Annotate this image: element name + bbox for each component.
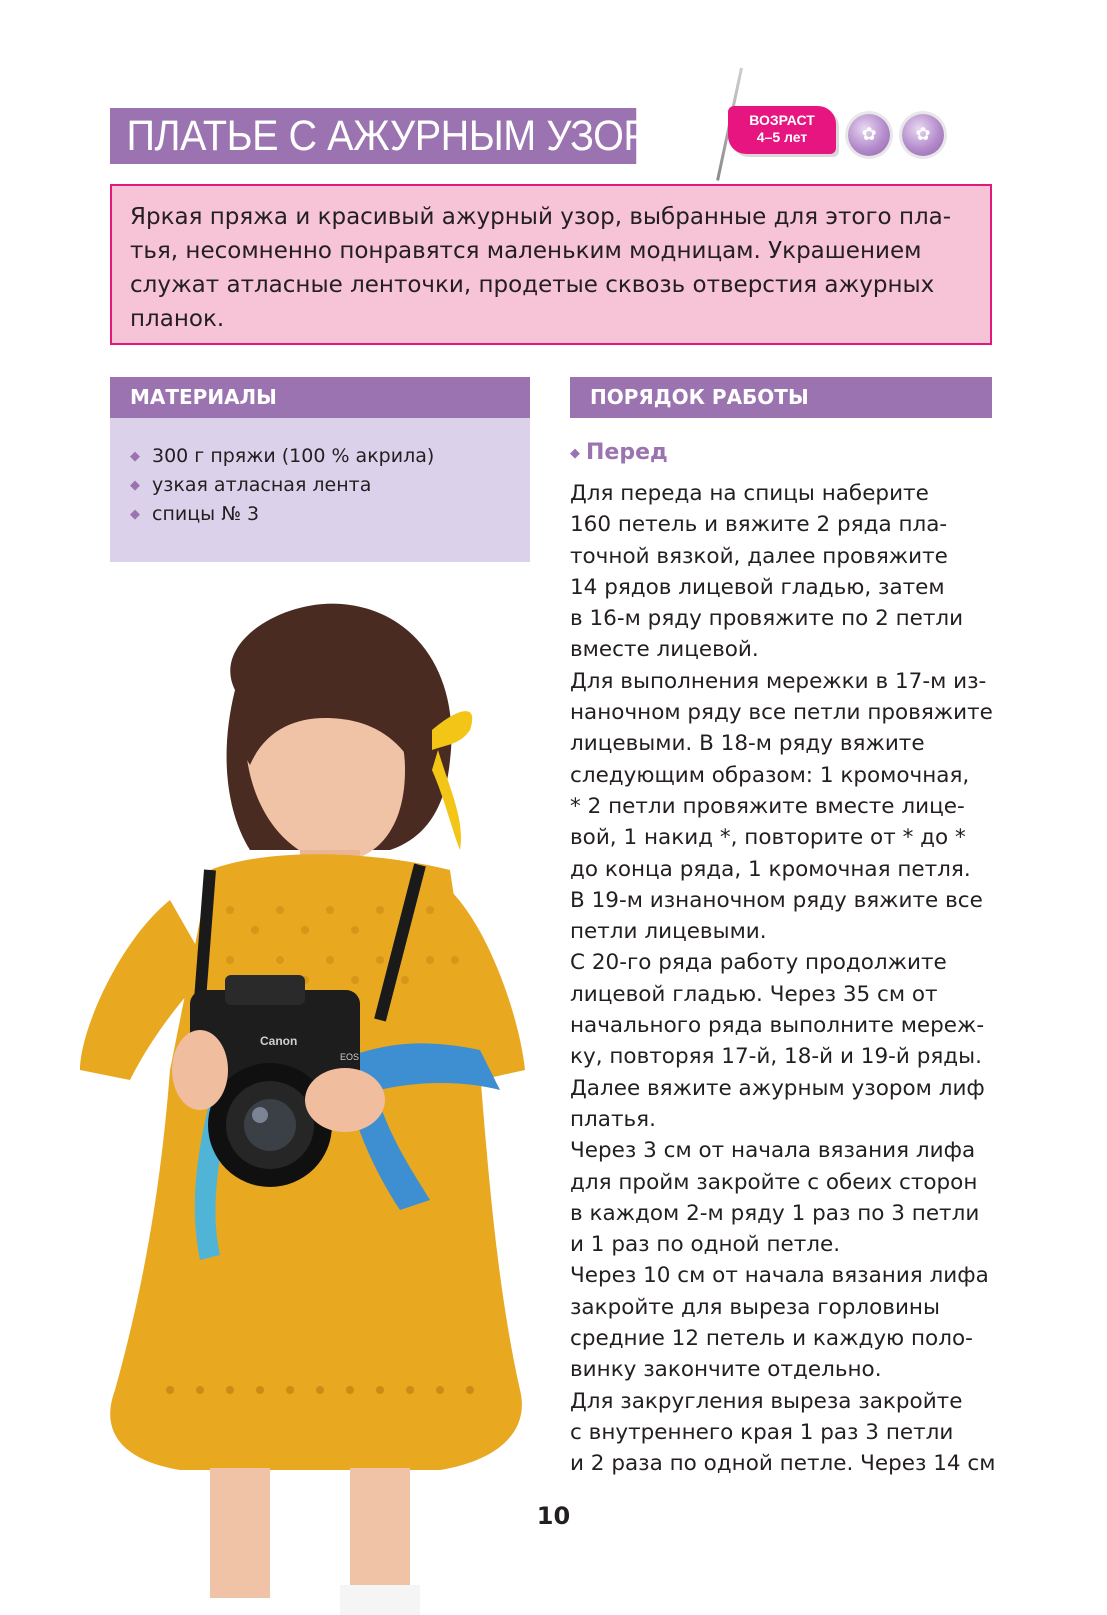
text-line: 14 рядов лицевой гладью, затем bbox=[570, 574, 945, 600]
text-line: петли лицевыми. bbox=[570, 919, 767, 945]
text-line: до конца ряда, 1 кромочная петля. bbox=[570, 856, 971, 882]
age-badge bbox=[728, 106, 836, 154]
intro-line: планок. bbox=[130, 306, 225, 332]
text-line: закройте для выреза горловины bbox=[570, 1294, 940, 1320]
camera-model: EOS bbox=[340, 1052, 360, 1062]
text-line: в каждом 2-м ряду 1 раз по 3 петли bbox=[570, 1200, 980, 1226]
text-line: * 2 петли провяжите вместе лице- bbox=[570, 793, 965, 819]
camera-brand: Canon bbox=[260, 1034, 298, 1048]
text-line: 160 петель и вяжите 2 ряда пла- bbox=[570, 512, 948, 538]
page-number: 10 bbox=[536, 1502, 571, 1530]
text-line: С 20-го ряда работу продолжите bbox=[570, 950, 947, 976]
text-line: Для выполнения мережки в 17-м из- bbox=[570, 668, 987, 694]
diamond-bullet-icon: ◆ bbox=[130, 478, 140, 493]
text-line: следующим образом: 1 кромочная, bbox=[570, 762, 970, 788]
text-line: вой, 1 накид *, повторите от * до * bbox=[570, 825, 966, 851]
text-line: вместе лицевой. bbox=[570, 637, 759, 663]
text-line: Далее вяжите ажурным узором лиф bbox=[570, 1075, 985, 1101]
text-line: Для переда на спицы наберите bbox=[570, 481, 929, 506]
text-line: и 1 раз по одной петле. bbox=[570, 1232, 841, 1258]
text-line: наночном ряду все петли провяжите bbox=[570, 700, 993, 726]
text-line: винку закончите отдельно. bbox=[570, 1357, 882, 1383]
text-line: В 19-м изнаночном ряду вяжите все bbox=[570, 887, 983, 913]
text-line: средние 12 петель и каждую поло- bbox=[570, 1326, 973, 1352]
materials-box bbox=[110, 418, 530, 562]
intro-line: тья, несомненно понравятся маленьким модницам. Украшением bbox=[130, 238, 922, 264]
text-line: платья. bbox=[570, 1106, 656, 1132]
section-subheading: ◆ Перед bbox=[570, 440, 668, 465]
age-value: 4–5 лет bbox=[756, 129, 808, 145]
age-label: ВОЗРАСТ bbox=[749, 112, 815, 128]
text-line: для пройм закройте с обеих сторон bbox=[570, 1169, 978, 1195]
flower-icon: ✿ bbox=[848, 114, 890, 156]
instructions-text bbox=[570, 478, 996, 1480]
list-item: ◆ 300 г пряжи (100 % акрила) bbox=[130, 442, 530, 471]
text-line: Через 3 см от начала вязания лифа bbox=[570, 1138, 976, 1164]
diamond-bullet-icon: ◆ bbox=[130, 507, 140, 522]
text-line: лицевыми. В 18-м ряду вяжите bbox=[570, 731, 925, 757]
materials-heading: МАТЕРИАЛЫ bbox=[110, 377, 530, 418]
text-line: Для закругления выреза закройте bbox=[570, 1388, 963, 1414]
diamond-bullet-icon: ◆ bbox=[130, 449, 140, 464]
text-line: с внутреннего края 1 раз 3 петли bbox=[570, 1419, 954, 1445]
intro-line: Яркая пряжа и красивый ажурный узор, выбранные для этого пла- bbox=[130, 204, 952, 230]
page-title: ПЛАТЬЕ С АЖУРНЫМ УЗОРОМ bbox=[110, 108, 636, 164]
text-line: точной вязкой, далее провяжите bbox=[570, 543, 948, 569]
list-item: ◆ спицы № 3 bbox=[130, 500, 530, 529]
list-item: ◆ узкая атласная лента bbox=[130, 471, 530, 500]
text-line: начального ряда выполните мереж- bbox=[570, 1013, 985, 1039]
diamond-bullet-icon: ◆ bbox=[570, 446, 580, 461]
text-line: Через 10 см от начала вязания лифа bbox=[570, 1263, 989, 1289]
intro-box bbox=[110, 184, 992, 345]
intro-line: служат атласные ленточки, продетые сквозь отверстия ажурных bbox=[130, 272, 935, 298]
text-line: ку, повторяя 17-й, 18-й и 19-й ряды. bbox=[570, 1044, 982, 1070]
work-heading: ПОРЯДОК РАБОТЫ bbox=[570, 377, 992, 418]
text-line: лицевой гладью. Через 35 см от bbox=[570, 981, 938, 1007]
text-line: и 2 раза по одной петле. Через 14 см bbox=[570, 1451, 996, 1477]
text-line: в 16-м ряду провяжите по 2 петли bbox=[570, 606, 964, 632]
girl-photo bbox=[60, 600, 560, 1615]
flower-icon: ✿ bbox=[902, 114, 944, 156]
